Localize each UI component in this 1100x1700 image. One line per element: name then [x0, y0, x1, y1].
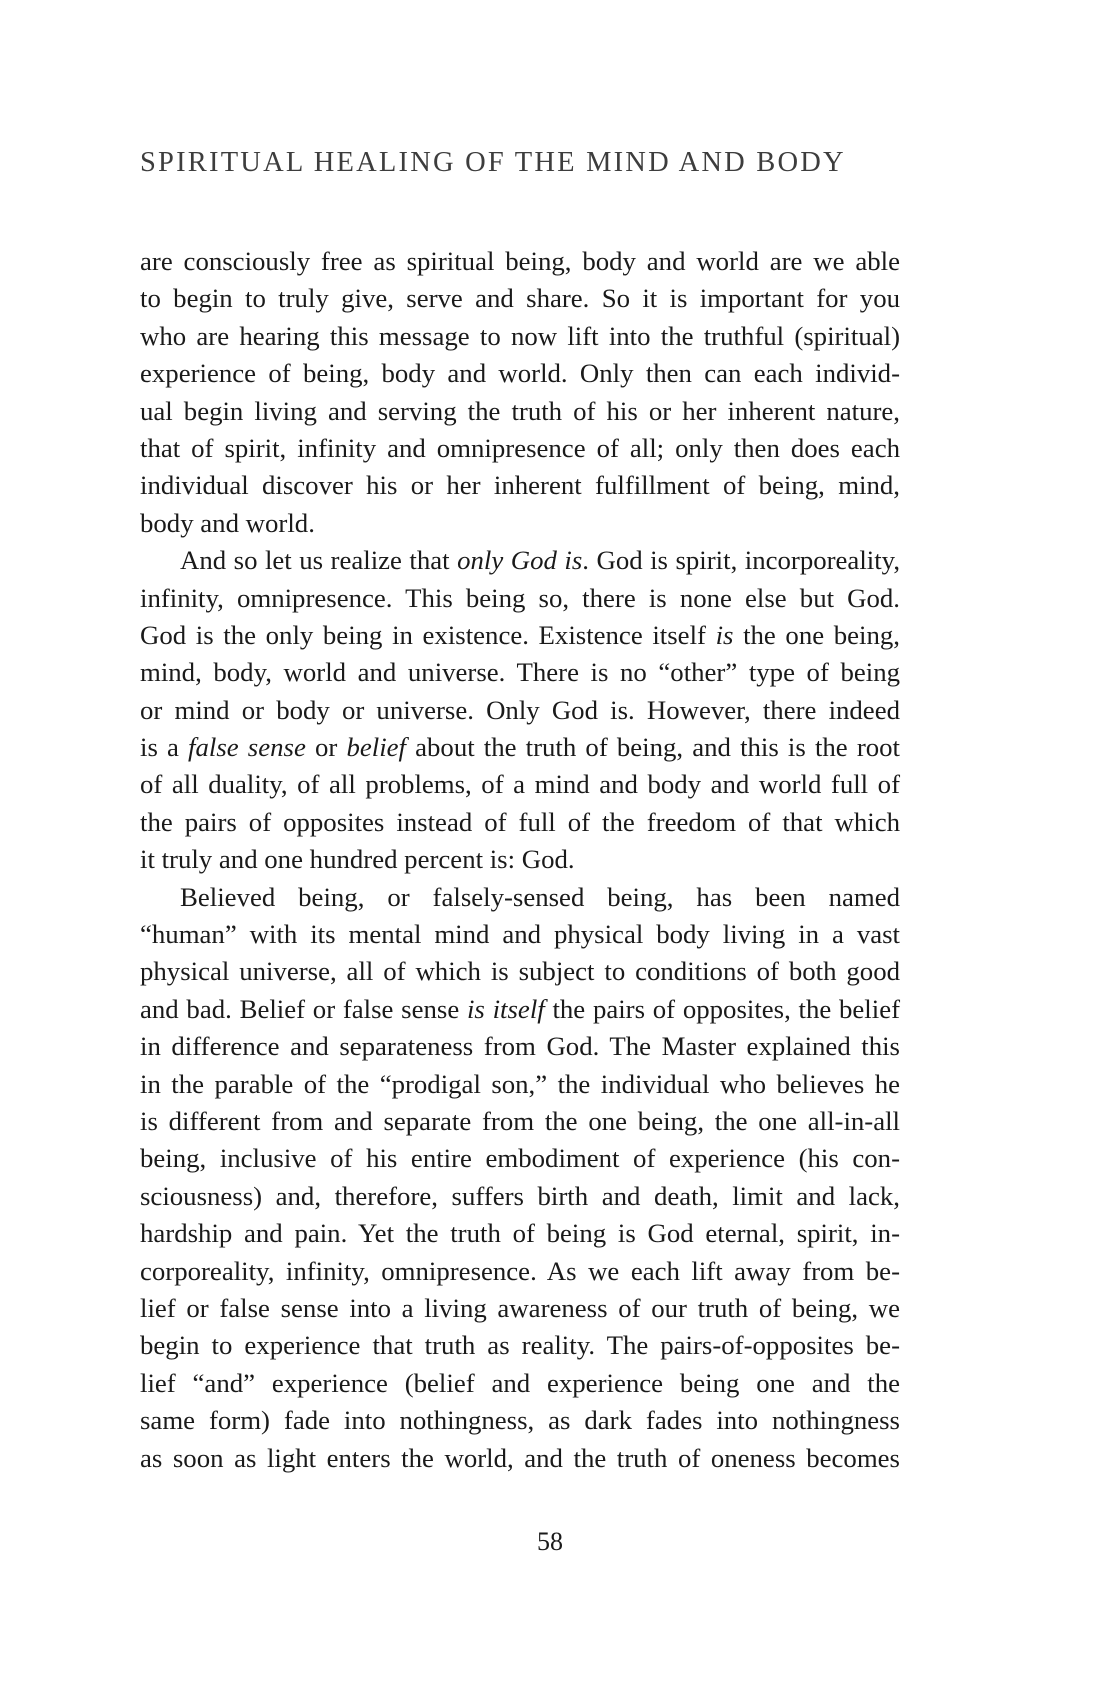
italic-text: belief	[346, 732, 406, 763]
text-line	[140, 467, 900, 504]
text-run: “human” with its mental mind and physical body living in a vast	[140, 919, 900, 950]
text-line	[140, 1103, 900, 1140]
text-line	[140, 1253, 900, 1290]
running-head: SPIRITUAL HEALING OF THE MIND AND BODY	[140, 147, 846, 178]
text-line	[140, 1440, 900, 1477]
text-line	[140, 841, 900, 878]
text-run: mind, body, world and universe. There is no “other” type of being	[140, 657, 900, 688]
text-run: hardship and pain. Yet the truth of being is God eternal, spirit, in-	[140, 1218, 900, 1249]
text-run: about the truth of being, and this is the root	[405, 732, 900, 763]
text-line	[140, 879, 900, 916]
text-run: or	[305, 732, 347, 763]
paragraph	[140, 542, 900, 879]
text-line	[140, 318, 900, 355]
text-run: experience of being, body and world. Only then can each individ-	[140, 358, 900, 389]
text-line	[140, 355, 900, 392]
text-run: physical universe, all of which is subject to conditions of both good	[140, 956, 900, 987]
text-run: . God is spirit, incorporeality,	[582, 545, 901, 576]
text-line	[140, 393, 900, 430]
text-run: who are hearing this message to now lift into the truthful (spiritual)	[140, 320, 900, 351]
text-line	[140, 991, 900, 1028]
text-run: And so let us realize that	[180, 545, 458, 576]
text-run: the pairs of opposites, the belief	[544, 993, 901, 1024]
text-run: the pairs of opposites instead of full of the freedom of that which	[140, 806, 900, 837]
italic-text: is	[715, 619, 734, 650]
text-line	[140, 542, 900, 579]
text-run: being, inclusive of his entire embodiment of experience (his con-	[140, 1143, 900, 1174]
text-run: ual begin living and serving the truth of his or her inherent nature,	[140, 395, 900, 426]
text-line	[140, 953, 900, 990]
text-run: the one being,	[733, 619, 900, 650]
text-line	[140, 692, 900, 729]
text-line	[140, 505, 900, 542]
text-run: sciousness) and, therefore, suffers birth and death, limit and lack,	[140, 1180, 900, 1211]
text-run: is a	[140, 732, 189, 763]
text-run: as soon as light enters the world, and the truth of oneness becomes	[140, 1442, 900, 1473]
text-line	[140, 243, 900, 280]
text-run: lief or false sense into a living awareness of our truth of being, we	[140, 1292, 900, 1323]
text-line	[140, 580, 900, 617]
text-run: corporeality, infinity, omnipresence. As we each lift away from be-	[140, 1255, 900, 1286]
text-run: of all duality, of all problems, of a mind and body and world full of	[140, 769, 900, 800]
text-run: in difference and separateness from God. The Master explained this	[140, 1031, 900, 1062]
text-line	[140, 1327, 900, 1364]
text-line	[140, 1140, 900, 1177]
text-line	[140, 1178, 900, 1215]
paragraph	[140, 243, 900, 542]
text-run: body and world.	[140, 507, 315, 538]
text-run: individual discover his or her inherent fulfillment of being, mind,	[140, 470, 900, 501]
text-run: lief “and” experience (belief and experience being one and the	[140, 1367, 900, 1398]
text-line	[140, 430, 900, 467]
text-line	[140, 1290, 900, 1327]
text-line	[140, 280, 900, 317]
text-run: that of spirit, infinity and omnipresence of all; only then does each	[140, 432, 900, 463]
text-line	[140, 729, 900, 766]
text-run: Believed being, or falsely-sensed being, has been named	[180, 881, 900, 912]
paragraph	[140, 879, 900, 1477]
text-line	[140, 1028, 900, 1065]
text-line	[140, 804, 900, 841]
text-run: same form) fade into nothingness, as dark fades into nothingness	[140, 1405, 900, 1436]
text-run: are consciously free as spiritual being, body and world are we able	[140, 246, 900, 276]
text-run: in the parable of the “prodigal son,” the individual who believes he	[140, 1068, 900, 1099]
text-run: and bad. Belief or false sense	[140, 993, 467, 1024]
text-run: begin to experience that truth as reality. The pairs-of-opposites be-	[140, 1330, 900, 1361]
italic-text: false sense	[188, 732, 306, 763]
text-line	[140, 916, 900, 953]
text-line	[140, 617, 900, 654]
text-line	[140, 1365, 900, 1402]
page-number: 58	[537, 1527, 563, 1556]
text-run: or mind or body or universe. Only God is. However, there indeed	[140, 694, 900, 725]
text-run: infinity, omnipresence. This being so, there is none else but God.	[140, 582, 900, 613]
text-line	[140, 1215, 900, 1252]
italic-text: only God is	[457, 545, 583, 576]
italic-text: is itself	[466, 993, 545, 1024]
text-line	[140, 654, 900, 691]
body-text	[140, 243, 900, 1477]
text-run: is different from and separate from the one being, the one all-in-all	[140, 1105, 900, 1136]
text-line	[140, 1402, 900, 1439]
text-line	[140, 1066, 900, 1103]
text-run: it truly and one hundred percent is: God.	[140, 844, 575, 875]
text-run: God is the only being in existence. Existence itself	[140, 619, 716, 650]
text-line	[140, 766, 900, 803]
text-run: to begin to truly give, serve and share. So it is important for you	[140, 283, 900, 314]
